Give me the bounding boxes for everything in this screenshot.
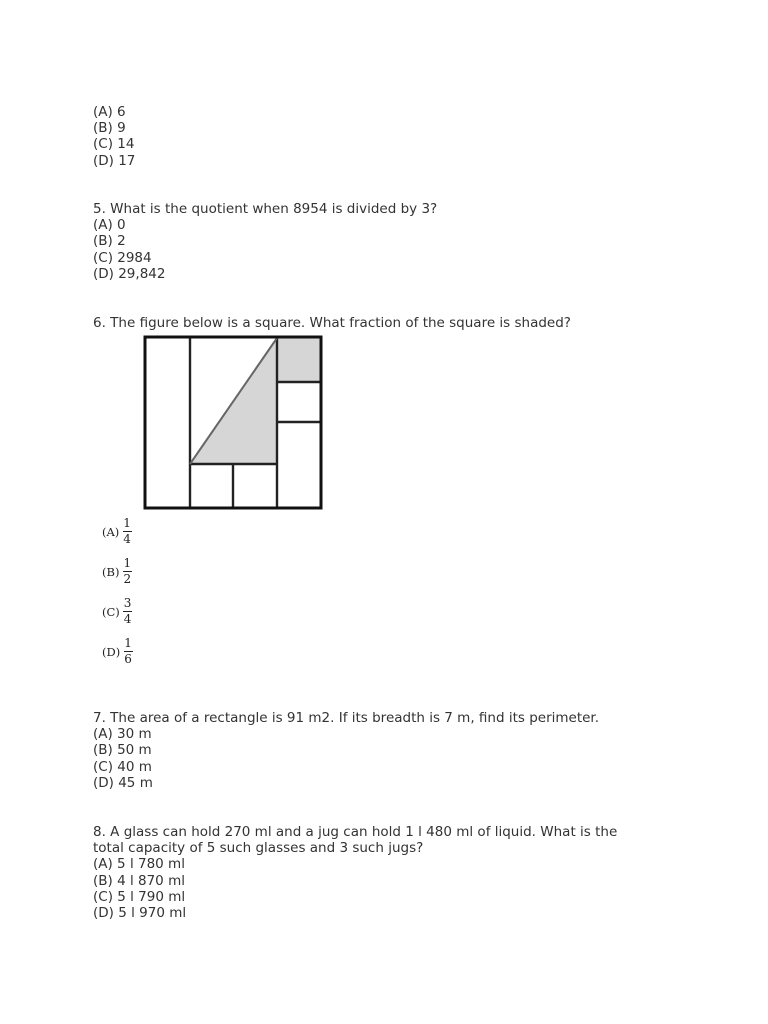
option-a: (A) 5 l 780 ml <box>93 856 185 873</box>
option-c: (C) 14 <box>93 136 135 153</box>
option-a: (A) 30 m <box>93 726 152 743</box>
option-label: (A) <box>102 524 120 539</box>
option-c: (C) 40 m <box>93 758 152 775</box>
question-7 <box>93 710 599 791</box>
option-b: (B) 4 l 870 ml <box>93 872 185 889</box>
question-5 <box>93 201 437 282</box>
square-figure <box>140 333 326 513</box>
option-b <box>102 557 132 586</box>
option-d: (D) 29,842 <box>93 265 166 282</box>
question-text: 7. The area of a rectangle is 91 m2. If its breadth is 7 m, find its perimeter. <box>93 710 600 726</box>
option-a: (A) 6 <box>93 104 126 120</box>
question-text: 6. The figure below is a square. What fraction of the square is shaded? <box>93 315 571 331</box>
option-b: (B) 9 <box>93 120 126 137</box>
question-8 <box>93 824 617 921</box>
option-b: (B) 2 <box>93 233 126 250</box>
option-c <box>102 597 132 626</box>
numerator: 1 <box>124 636 132 650</box>
option-b: (B) 50 m <box>93 742 152 759</box>
option-d: (D) 45 m <box>93 774 153 791</box>
numerator: 1 <box>123 516 131 530</box>
option-d: (D) 17 <box>93 152 136 169</box>
numerator: 3 <box>123 596 132 610</box>
option-a: (A) 0 <box>93 217 126 234</box>
question-4-options <box>93 104 135 169</box>
denominator: 6 <box>124 652 132 666</box>
fraction <box>123 637 133 666</box>
question-text-line-2: total capacity of 5 such glasses and 3 such jugs? <box>93 840 424 857</box>
option-d <box>102 637 133 666</box>
option-c: (C) 5 l 790 ml <box>93 888 186 905</box>
option-d: (D) 5 l 970 ml <box>93 904 187 921</box>
option-label: (C) <box>102 604 120 619</box>
question-text-line-1: 8. A glass can hold 270 ml and a jug can hold 1 l 480 ml of liquid. What is the <box>93 824 618 840</box>
shaded-rectangle <box>277 338 320 382</box>
numerator: 1 <box>123 556 132 570</box>
option-c: (C) 2984 <box>93 249 152 266</box>
denominator: 4 <box>123 532 131 546</box>
question-6 <box>93 315 571 331</box>
denominator: 4 <box>123 612 132 626</box>
denominator: 2 <box>123 572 132 586</box>
option-a <box>102 517 132 546</box>
fraction <box>122 557 132 586</box>
option-label: (D) <box>102 644 121 659</box>
option-label: (B) <box>102 564 120 579</box>
question-text: 5. What is the quotient when 8954 is divided by 3? <box>93 201 438 217</box>
fraction <box>123 597 133 626</box>
fraction <box>122 517 132 546</box>
